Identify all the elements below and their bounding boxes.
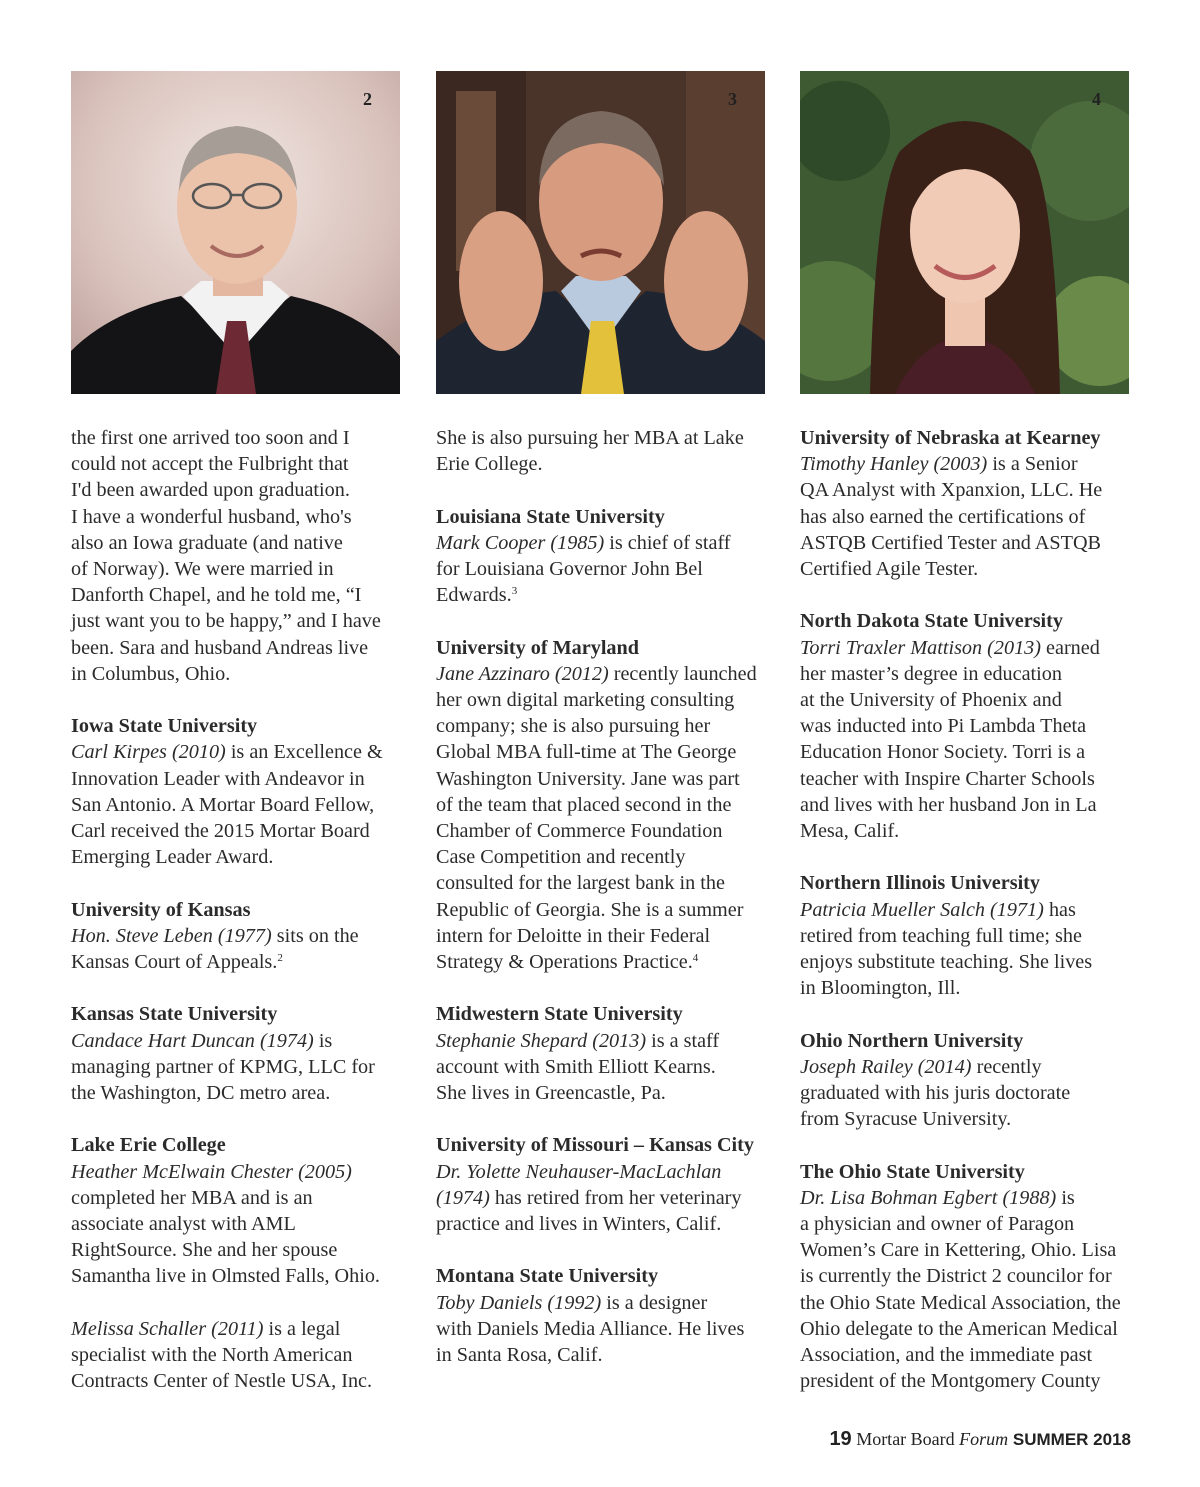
text-run: recently <box>971 1055 1042 1078</box>
text-run: recently launched <box>608 662 757 685</box>
entry-university-of-maryland <box>436 635 771 976</box>
text-line: Chamber of Commerce Foundation <box>436 820 723 843</box>
entry-melissa-schaller <box>71 1316 406 1395</box>
mattison-portrait-image <box>800 71 1129 394</box>
alumni-name: Dr. Lisa Bohman Egbert (1988) <box>800 1186 1057 1209</box>
page-number: 19 <box>829 1428 852 1450</box>
magazine-forum: Forum <box>959 1429 1009 1449</box>
alumni-name: Heather McElwain Chester (2005) <box>71 1160 352 1183</box>
university-heading: University of Maryland <box>436 636 639 659</box>
text-line: Women’s Care in Kettering, Ohio. Lisa <box>800 1239 1117 1262</box>
text-line: Global MBA full-time at The George <box>436 741 737 764</box>
text-line: Case Competition and recently <box>436 846 686 869</box>
text-line: of Norway). We were married in <box>71 558 334 581</box>
text-line: Association, and the immediate past <box>800 1344 1093 1367</box>
alumni-name: Patricia Mueller Salch (1971) <box>800 898 1044 921</box>
text-line: with Daniels Media Alliance. He lives <box>436 1317 745 1340</box>
text-line: I have a wonderful husband, who's <box>71 505 352 528</box>
university-heading: Midwestern State University <box>436 1003 683 1026</box>
text-line: has also earned the certifications of <box>800 505 1086 528</box>
text-line: Education Honor Society. Torri is a <box>800 741 1086 764</box>
university-heading: Lake Erie College <box>71 1134 226 1157</box>
text-line: She is also pursuing her MBA at Lake <box>436 427 744 449</box>
text-line: Contracts Center of Nestle USA, Inc. <box>71 1370 373 1393</box>
alumni-name: Carl Kirpes (2010) <box>71 741 226 764</box>
entry-montana-state <box>436 1263 771 1368</box>
entry-louisiana-state <box>436 504 771 609</box>
entry-northern-illinois <box>800 870 1135 1001</box>
entry-north-dakota-state <box>800 608 1135 844</box>
university-heading: University of Nebraska at Kearney <box>800 427 1101 449</box>
text-run: is a legal <box>263 1317 341 1340</box>
entry-kansas-state <box>71 1001 406 1106</box>
text-run: has retired from her veterinary <box>489 1186 742 1209</box>
university-heading: Louisiana State University <box>436 505 665 528</box>
university-heading: University of Missouri – Kansas City <box>436 1134 754 1157</box>
text-line: in Columbus, Ohio. <box>71 662 231 685</box>
alumni-name: Stephanie Shepard (2013) <box>436 1029 647 1052</box>
text-line: been. Sara and husband Andreas live <box>71 636 369 659</box>
text-line: associate analyst with AML <box>71 1213 296 1236</box>
alumni-name: Candace Hart Duncan (1974) <box>71 1029 314 1052</box>
university-heading: Northern Illinois University <box>800 872 1041 895</box>
text-line: Washington University. Jane was part <box>436 767 740 790</box>
entry-university-of-kansas <box>71 897 406 976</box>
photo-reference-superscript: 2 <box>277 952 283 965</box>
text-line: Republic of Georgia. She is a summer <box>436 898 744 921</box>
photo-reference-superscript: 4 <box>692 952 699 965</box>
text-line: practice and lives in Winters, Calif. <box>436 1213 722 1236</box>
alumni-name: Joseph Railey (2014) <box>800 1055 972 1078</box>
text-column-1 <box>71 425 406 1394</box>
text-run: Strategy & Operations Practice. <box>436 951 693 974</box>
text-run: is <box>1056 1186 1075 1209</box>
entry-midwestern-state <box>436 1001 771 1106</box>
alumni-name: Timothy Hanley (2003) <box>800 453 988 476</box>
text-line: the Washington, DC metro area. <box>71 1082 331 1105</box>
text-line: Samantha live in Olmsted Falls, Ohio. <box>71 1265 380 1288</box>
text-line: Emerging Leader Award. <box>71 846 274 869</box>
text-line: of the team that placed second in the <box>436 793 732 816</box>
text-line: company; she is also pursuing her <box>436 715 711 738</box>
university-heading: Kansas State University <box>71 1003 278 1026</box>
text-line: the Ohio State Medical Association, the <box>800 1291 1121 1314</box>
text-run: is <box>313 1029 333 1052</box>
text-line: in Bloomington, Ill. <box>800 977 961 1000</box>
text-line: a physician and owner of Paragon <box>800 1213 1075 1236</box>
text-line: Carl received the 2015 Mortar Board <box>71 820 370 843</box>
university-heading: Ohio Northern University <box>800 1029 1024 1052</box>
judge-portrait-image <box>71 71 400 394</box>
text-line: also an Iowa graduate (and native <box>71 531 343 554</box>
entry-missouri-kansas-city <box>436 1132 771 1237</box>
text-run: Edwards. <box>436 584 512 607</box>
photo-reference-superscript: 3 <box>511 585 518 598</box>
text-line: her master’s degree in education <box>800 662 1062 685</box>
text-line: her own digital marketing consulting <box>436 689 735 711</box>
text-line: is currently the District 2 councilor for <box>800 1265 1112 1288</box>
cooper-portrait-image <box>436 71 765 394</box>
photo-steve-leben <box>71 71 400 394</box>
text-line: Erie College. <box>436 453 543 476</box>
text-line: president of the Montgomery County <box>800 1370 1101 1393</box>
text-line: for Louisiana Governor John Bel <box>436 558 703 580</box>
entry-nebraska-kearney <box>800 425 1135 582</box>
text-line: Mesa, Calif. <box>800 820 900 843</box>
text-line: consulted for the largest bank in the <box>436 872 725 895</box>
photo-torri-mattison <box>800 71 1129 394</box>
text-line: San Antonio. A Mortar Board Fellow, <box>71 793 375 816</box>
text-run: is chief of staff <box>604 531 731 554</box>
text-column-3 <box>800 425 1135 1394</box>
text-line: teacher with Inspire Charter Schools <box>800 767 1095 790</box>
text-line: RightSource. She and her spouse <box>71 1239 338 1262</box>
text-column-2 <box>436 425 771 1368</box>
text-line: completed her MBA and is an <box>71 1186 313 1209</box>
text-line: intern for Deloitte in their Federal <box>436 924 711 947</box>
text-line: and lives with her husband Jon in La <box>800 793 1097 816</box>
entry-ohio-state <box>800 1159 1135 1395</box>
photo-mark-cooper <box>436 71 765 394</box>
magazine-name: Mortar Board <box>851 1429 960 1449</box>
text-line: Certified Agile Tester. <box>800 558 979 581</box>
text-line: Danforth Chapel, and he told me, “I <box>71 584 362 607</box>
photo-number: 4 <box>1092 89 1101 109</box>
entry-continued-sara <box>71 425 406 687</box>
university-heading: Montana State University <box>436 1265 659 1288</box>
text-line: I'd been awarded upon graduation. <box>71 479 350 502</box>
text-run: earned <box>1040 636 1100 659</box>
alumni-name: Hon. Steve Leben (1977) <box>71 924 272 947</box>
text-line: the first one arrived too soon and I <box>71 427 350 449</box>
university-heading: University of Kansas <box>71 898 251 921</box>
text-line: was inducted into Pi Lambda Theta <box>800 715 1087 738</box>
photo-number: 2 <box>363 89 372 109</box>
text-run: has <box>1043 898 1076 921</box>
photo-number: 3 <box>728 89 737 109</box>
text-line: She lives in Greencastle, Pa. <box>436 1082 666 1105</box>
text-run: Kansas Court of Appeals. <box>71 951 278 974</box>
text-run: sits on the <box>271 924 359 947</box>
issue-label: SUMMER 2018 <box>1008 1430 1131 1449</box>
university-heading: North Dakota State University <box>800 610 1063 633</box>
text-line: just want you to be happy,” and I have <box>71 610 381 633</box>
page-footer <box>829 1428 1131 1451</box>
entry-ohio-northern <box>800 1028 1135 1133</box>
text-line: specialist with the North American <box>71 1344 353 1367</box>
text-line: at the University of Phoenix and <box>800 689 1062 712</box>
text-line: Ohio delegate to the American Medical <box>800 1317 1118 1340</box>
text-line: could not accept the Fulbright that <box>71 453 349 476</box>
text-run: is an Excellence & <box>225 741 383 764</box>
text-line: ASTQB Certified Tester and ASTQB <box>800 531 1101 554</box>
university-heading: Iowa State University <box>71 715 258 738</box>
text-run: is a staff <box>646 1029 720 1052</box>
text-line: from Syracuse University. <box>800 1108 1012 1131</box>
entry-iowa-state <box>71 713 406 870</box>
text-line: enjoys substitute teaching. She lives <box>800 951 1093 974</box>
alumni-class-year: (1974) <box>436 1186 490 1209</box>
text-line: retired from teaching full time; she <box>800 924 1082 947</box>
alumni-name: Jane Azzinaro (2012) <box>436 662 609 685</box>
alumni-name: Mark Cooper (1985) <box>436 531 605 554</box>
entry-lake-erie-college <box>71 1132 406 1289</box>
text-line: Innovation Leader with Andeavor in <box>71 767 365 790</box>
alumni-name: Dr. Yolette Neuhauser-MacLachlan <box>436 1160 722 1183</box>
text-line: managing partner of KPMG, LLC for <box>71 1055 375 1078</box>
text-line: QA Analyst with Xpanxion, LLC. He <box>800 479 1103 502</box>
text-line: graduated with his juris doctorate <box>800 1082 1071 1105</box>
text-run: is a Senior <box>987 453 1078 476</box>
university-heading: The Ohio State University <box>800 1160 1025 1183</box>
entry-continued-mba <box>436 425 771 477</box>
text-line: account with Smith Elliott Kearns. <box>436 1055 716 1078</box>
text-line: in Santa Rosa, Calif. <box>436 1344 603 1367</box>
alumni-name: Torri Traxler Mattison (2013) <box>800 636 1041 659</box>
text-run: is a designer <box>601 1291 708 1314</box>
alumni-name: Melissa Schaller (2011) <box>71 1317 264 1340</box>
alumni-name: Toby Daniels (1992) <box>436 1291 602 1314</box>
